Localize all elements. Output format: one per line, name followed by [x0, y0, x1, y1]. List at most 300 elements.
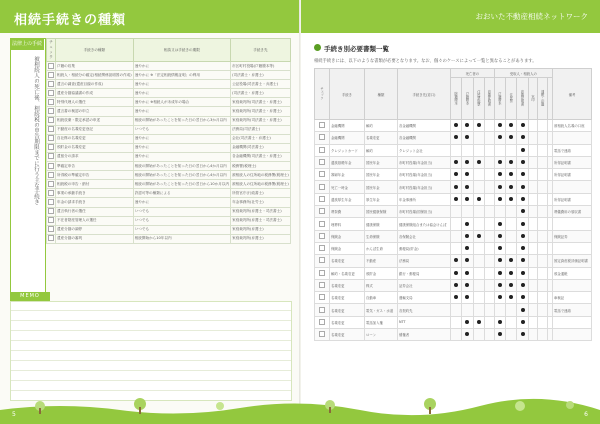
table-row [47, 198, 291, 207]
checkbox[interactable] [48, 117, 54, 123]
col-header: 印鑑証明書 [484, 78, 494, 120]
check-cell[interactable] [315, 267, 330, 279]
mark-cell [462, 193, 473, 205]
cell-kind: 電話加入権 [365, 316, 398, 328]
mark-cell [473, 156, 484, 168]
check-cell[interactable] [47, 98, 56, 107]
mark-cell [528, 206, 538, 218]
checkbox[interactable] [48, 72, 54, 78]
checkbox[interactable] [319, 159, 325, 165]
required-dot-icon [521, 197, 525, 201]
required-dot-icon [521, 283, 525, 287]
cell-deadline: 相続の開始があったことを知った日の翌日から4か月以内 [133, 162, 230, 171]
check-cell[interactable] [47, 62, 56, 71]
cell-procedure: 戸籍の収集 [56, 62, 134, 71]
checkbox[interactable] [319, 221, 325, 227]
required-dot-icon [465, 332, 469, 336]
cell-kind: 自動車 [365, 292, 398, 304]
group-header: 受取人・相続人の [494, 69, 552, 78]
col-header: 手続き先 [231, 39, 291, 62]
checkbox[interactable] [319, 196, 325, 202]
table-row [47, 189, 291, 198]
mark-cell [517, 267, 528, 279]
table-row [315, 255, 592, 267]
required-dot-icon [509, 135, 513, 139]
checkbox[interactable] [48, 181, 54, 187]
cell-destination: 各金融機関(司法書士・弁護士) [231, 152, 291, 161]
required-dot-icon [454, 123, 458, 127]
mark-cell [528, 120, 538, 132]
cell-note: 所得証明書 [553, 156, 592, 168]
required-dot-icon [465, 271, 469, 275]
mark-cell [473, 292, 484, 304]
check-cell[interactable] [47, 89, 56, 98]
col-header: 戸籍謄本 [494, 78, 505, 120]
checkbox[interactable] [48, 235, 54, 241]
cell-procedure: 遺言執行者の選任 [56, 207, 134, 216]
required-dot-icon [465, 123, 469, 127]
mark-cell [484, 120, 494, 132]
mark-cell [506, 316, 517, 328]
check-cell[interactable] [315, 181, 330, 193]
check-cell[interactable] [47, 189, 56, 198]
cell-procedure: 相続放棄・限定承認の申述 [56, 116, 134, 125]
table-row [315, 329, 592, 341]
checkbox[interactable] [319, 233, 325, 239]
mark-cell [462, 255, 473, 267]
check-cell[interactable] [47, 198, 56, 207]
cell-destination: 金融機関(司法書士) [231, 143, 291, 152]
cell-procedure: 保険金 [330, 230, 365, 242]
section-title: 手続き別必要書類一覧 [324, 45, 389, 53]
check-cell[interactable] [315, 120, 330, 132]
checkbox[interactable] [48, 99, 54, 105]
check-cell[interactable] [47, 216, 56, 225]
check-cell[interactable] [315, 316, 330, 328]
cell-destination: 年金事務所(社労士) [231, 198, 291, 207]
mark-cell [528, 144, 538, 156]
mark-cell [451, 316, 462, 328]
cell-note [553, 218, 592, 230]
mark-cell [506, 169, 517, 181]
required-dot-icon [498, 160, 502, 164]
required-dot-icon [465, 234, 469, 238]
check-cell[interactable] [315, 242, 330, 254]
checkbox[interactable] [48, 135, 54, 141]
mark-cell [517, 304, 528, 316]
check-cell[interactable] [315, 156, 330, 168]
table-row [47, 116, 291, 125]
cell-deadline: いつでも [133, 207, 230, 216]
cell-kind: ローン [365, 329, 398, 341]
mark-cell [494, 304, 505, 316]
check-cell[interactable] [47, 180, 56, 189]
table-row [315, 132, 592, 144]
gutter [299, 0, 301, 424]
table-row [315, 230, 592, 242]
cell-note: 所得証明書 [553, 193, 592, 205]
cell-procedure: 金融機関 [330, 120, 365, 132]
cell-procedure: 遺族厚生年金 [330, 193, 365, 205]
mark-cell [494, 292, 505, 304]
mark-cell [517, 156, 528, 168]
cell-note [553, 132, 592, 144]
cell-kind: 国民年金 [365, 169, 398, 181]
table-row [315, 156, 592, 168]
table-row [47, 180, 291, 189]
mark-cell [538, 144, 548, 156]
cell-kind: 不動産 [365, 255, 398, 267]
checkbox[interactable] [319, 134, 325, 140]
mark-cell [517, 169, 528, 181]
cell-destination: (司法書士・弁護士) [231, 71, 291, 80]
cell-note: 車検証 [553, 292, 592, 304]
section-bullet-icon [314, 44, 321, 51]
check-cell[interactable] [47, 71, 56, 80]
mark-cell [473, 132, 484, 144]
mark-cell [528, 230, 538, 242]
checkbox[interactable] [319, 270, 325, 276]
mark-cell [538, 304, 548, 316]
required-dot-icon [498, 197, 502, 201]
check-cell[interactable] [315, 169, 330, 181]
mark-cell [473, 267, 484, 279]
mark-cell [451, 255, 462, 267]
table-row [47, 89, 291, 98]
mark-cell [484, 193, 494, 205]
checkbox[interactable] [319, 307, 325, 313]
cell-deadline: 相続開始から10年以内 [133, 234, 230, 243]
checkbox[interactable] [48, 126, 54, 132]
mark-cell [528, 304, 538, 316]
mark-cell [506, 181, 517, 193]
mark-cell [517, 255, 528, 267]
table-header-row [47, 39, 291, 62]
required-dot-icon [521, 332, 525, 336]
check-cell[interactable] [47, 116, 56, 125]
col-header: 住民票 [506, 78, 517, 120]
checkbox[interactable] [319, 147, 325, 153]
required-dot-icon [521, 209, 525, 213]
check-cell[interactable] [47, 143, 56, 152]
checkbox[interactable] [319, 282, 325, 288]
required-dot-icon [498, 185, 502, 189]
required-dot-icon [477, 123, 481, 127]
check-cell[interactable] [47, 162, 56, 171]
mark-cell [494, 316, 505, 328]
required-dot-icon [454, 185, 458, 189]
mark-cell [451, 267, 462, 279]
required-dot-icon [465, 283, 469, 287]
mark-cell [484, 132, 494, 144]
checkbox[interactable] [48, 208, 54, 214]
check-cell[interactable] [315, 255, 330, 267]
cell-kind: 健康保険 [365, 218, 398, 230]
mark-cell [528, 132, 538, 144]
required-dot-icon [521, 308, 525, 312]
cell-note [553, 242, 592, 254]
mark-cell [473, 120, 484, 132]
checkbox[interactable] [319, 294, 325, 300]
mark-cell [528, 242, 538, 254]
required-dot-icon [509, 123, 513, 127]
cell-note: 葬儀費用の領収書 [553, 206, 592, 218]
required-dot-icon [498, 258, 502, 262]
check-cell[interactable] [47, 171, 56, 180]
required-dot-icon [477, 160, 481, 164]
mark-cell [451, 181, 462, 193]
cell-procedure: 不在者財産管理人の選任 [56, 216, 134, 225]
cell-destination: 法務局(司法書士) [231, 125, 291, 134]
mark-cell [484, 230, 494, 242]
check-cell[interactable] [47, 207, 56, 216]
mark-cell [494, 156, 505, 168]
checkbox[interactable] [48, 163, 54, 169]
cell-note: 固定資産税評価証明書 [553, 255, 592, 267]
col-header: 通帳・印鑑 [538, 78, 548, 120]
mark-cell [538, 132, 548, 144]
mark-cell [462, 292, 473, 304]
required-dot-icon [509, 185, 513, 189]
mark-cell [494, 218, 505, 230]
mark-cell [517, 329, 528, 341]
mark-cell [473, 181, 484, 193]
mark-cell [451, 156, 462, 168]
checkbox[interactable] [48, 81, 54, 87]
mark-cell [528, 316, 538, 328]
checkbox[interactable] [48, 190, 54, 196]
mark-cell [462, 242, 473, 254]
mark-cell [494, 279, 505, 291]
mark-cell [528, 156, 538, 168]
checkbox[interactable] [48, 199, 54, 205]
mark-cell [517, 193, 528, 205]
cell-destination: (司法書士・弁護士) [231, 89, 291, 98]
cell-procedure: 遺留分の請求 [56, 152, 134, 161]
mark-cell [538, 255, 548, 267]
mark-cell [538, 181, 548, 193]
table-row [47, 143, 291, 152]
mark-cell [462, 206, 473, 218]
cell-procedure: 名義変更 [330, 316, 365, 328]
cell-deadline: 許認可等の種類による [133, 189, 230, 198]
cell-procedure: 預貯金の名義変更 [56, 143, 134, 152]
cell-deadline: いつでも [133, 125, 230, 134]
mark-cell [451, 120, 462, 132]
table-row [315, 279, 592, 291]
cell-destination: 健康保険組合または協会けんぽ [398, 218, 451, 230]
check-cell[interactable] [47, 134, 56, 143]
cell-procedure: 遺言書の検認の申立 [56, 107, 134, 116]
mark-cell [506, 255, 517, 267]
cell-kind: 解約 [365, 120, 398, 132]
check-cell[interactable] [315, 206, 330, 218]
table-row [47, 71, 291, 80]
check-cell[interactable] [315, 218, 330, 230]
checkbox[interactable] [319, 257, 325, 263]
cell-note: 電話で連絡 [553, 304, 592, 316]
cell-kind: かんぽ生命 [365, 242, 398, 254]
col-header: 手続きの種類 [56, 39, 134, 62]
check-cell[interactable] [47, 225, 56, 234]
mark-cell [451, 218, 462, 230]
checkbox[interactable] [319, 319, 325, 325]
mark-cell [517, 206, 528, 218]
cell-procedure: 自社株の名義変更 [56, 134, 134, 143]
mark-cell [484, 169, 494, 181]
mark-cell [473, 230, 484, 242]
table-row [315, 292, 592, 304]
check-cell[interactable] [315, 193, 330, 205]
required-dot-icon [521, 271, 525, 275]
cell-procedure: 名義変更 [330, 255, 365, 267]
cell-deadline: 相続の開始があったことを知った日の翌日から10か月以内 [133, 180, 230, 189]
cell-procedure: 寡婦年金 [330, 169, 365, 181]
cell-deadline: 速やかに [133, 134, 230, 143]
required-dot-icon [498, 283, 502, 287]
required-dot-icon [509, 271, 513, 275]
checkbox[interactable] [48, 144, 54, 150]
check-cell[interactable] [315, 292, 330, 304]
cell-deadline: いつでも [133, 225, 230, 234]
mark-cell [451, 279, 462, 291]
table-row [47, 134, 291, 143]
required-dot-icon [498, 135, 502, 139]
col-header: チェック [47, 39, 56, 62]
cell-destination: 市町村役場(国保担当) [398, 206, 451, 218]
checkbox[interactable] [319, 122, 325, 128]
check-cell[interactable] [315, 144, 330, 156]
cell-destination: 家庭裁判所(弁護士・司法書士) [231, 207, 291, 216]
group-header: 死亡者の [451, 69, 495, 78]
cell-deadline: 速やかに [133, 107, 230, 116]
right-page [300, 0, 600, 424]
side-label: 法律上の手続き [10, 38, 44, 50]
cell-deadline: 速やかに [133, 89, 230, 98]
mark-cell [451, 132, 462, 144]
cell-kind: 解約 [365, 144, 398, 156]
mark-cell [451, 193, 462, 205]
check-cell[interactable] [47, 234, 56, 243]
cell-procedure: 名義変更 [330, 329, 365, 341]
table-row [47, 234, 291, 243]
required-dot-icon [454, 271, 458, 275]
mark-cell [473, 255, 484, 267]
cell-procedure: 葬祭費 [330, 206, 365, 218]
required-dot-icon [465, 295, 469, 299]
col-header [548, 78, 553, 120]
checkbox[interactable] [48, 108, 54, 114]
required-dot-icon [454, 135, 458, 139]
checkbox[interactable] [319, 184, 325, 190]
procedure-table [46, 38, 291, 244]
check-cell[interactable] [315, 279, 330, 291]
mark-cell [451, 144, 462, 156]
required-dot-icon [465, 197, 469, 201]
col-header: チェック [319, 87, 324, 100]
table-row [315, 267, 592, 279]
required-dot-icon [498, 271, 502, 275]
mark-cell [506, 120, 517, 132]
check-cell[interactable] [47, 80, 56, 89]
cell-destination: 各金融機関 [398, 120, 451, 132]
cell-kind: 株式 [365, 279, 398, 291]
check-cell[interactable] [47, 107, 56, 116]
checkbox[interactable] [319, 245, 325, 251]
required-dot-icon [521, 172, 525, 176]
intro-text: 相続手続きには、以下のような書類が必要となります。なお、個々のケースによって一覧と異なることがあります。 [314, 59, 537, 64]
cell-note: 預金通帳 [553, 267, 592, 279]
cell-kind: 生命保険 [365, 230, 398, 242]
checkbox[interactable] [48, 63, 54, 69]
cell-destination: 家庭裁判所(弁護士) [231, 225, 291, 234]
mark-cell [517, 181, 528, 193]
check-cell[interactable] [315, 304, 330, 316]
cell-procedure: 名義変更 [330, 304, 365, 316]
check-cell[interactable] [47, 152, 56, 161]
check-cell[interactable] [315, 132, 330, 144]
col-header: 実印 [528, 78, 538, 120]
mark-cell [494, 181, 505, 193]
checkbox[interactable] [48, 153, 54, 159]
mark-cell [473, 218, 484, 230]
checkbox[interactable] [48, 217, 54, 223]
memo-area [10, 301, 292, 401]
required-dot-icon [465, 135, 469, 139]
mark-cell [538, 230, 548, 242]
check-cell[interactable] [315, 329, 330, 341]
required-dot-icon [521, 246, 525, 250]
mark-cell [473, 242, 484, 254]
required-dot-icon [465, 222, 469, 226]
cell-destination: 税務署(税理士) [231, 162, 291, 171]
cell-procedure: 保険金 [330, 242, 365, 254]
mark-cell [506, 304, 517, 316]
check-cell[interactable] [315, 230, 330, 242]
cell-procedure: 所得税の準確定申告 [56, 171, 134, 180]
mark-cell [506, 156, 517, 168]
group-header-row [315, 69, 592, 78]
mark-cell [473, 304, 484, 316]
checkbox[interactable] [48, 226, 54, 232]
mark-cell [538, 206, 548, 218]
mark-cell [462, 267, 473, 279]
cell-destination: 法務局 [398, 255, 451, 267]
mark-cell [506, 267, 517, 279]
checkbox[interactable] [319, 171, 325, 177]
mark-cell [451, 242, 462, 254]
cell-procedure: 名義変更 [330, 292, 365, 304]
cell-note [553, 316, 592, 328]
mark-cell [494, 255, 505, 267]
cell-deadline: 速やかに ※「法定相続情報証明」の利用 [133, 71, 230, 80]
checkbox[interactable] [48, 172, 54, 178]
cell-deadline: 速やかに [133, 198, 230, 207]
mark-cell [528, 329, 538, 341]
checkbox[interactable] [319, 331, 325, 337]
required-dot-icon [509, 283, 513, 287]
cell-procedure: 死亡一時金 [330, 181, 365, 193]
required-dot-icon [498, 123, 502, 127]
table-row [315, 218, 592, 230]
check-cell[interactable] [47, 125, 56, 134]
cell-deadline: 速やかに [133, 62, 230, 71]
col-header: 印鑑証明書 [517, 78, 528, 120]
checkbox[interactable] [48, 90, 54, 96]
table-row [315, 316, 592, 328]
required-dot-icon [509, 160, 513, 164]
checkbox[interactable] [319, 208, 325, 214]
